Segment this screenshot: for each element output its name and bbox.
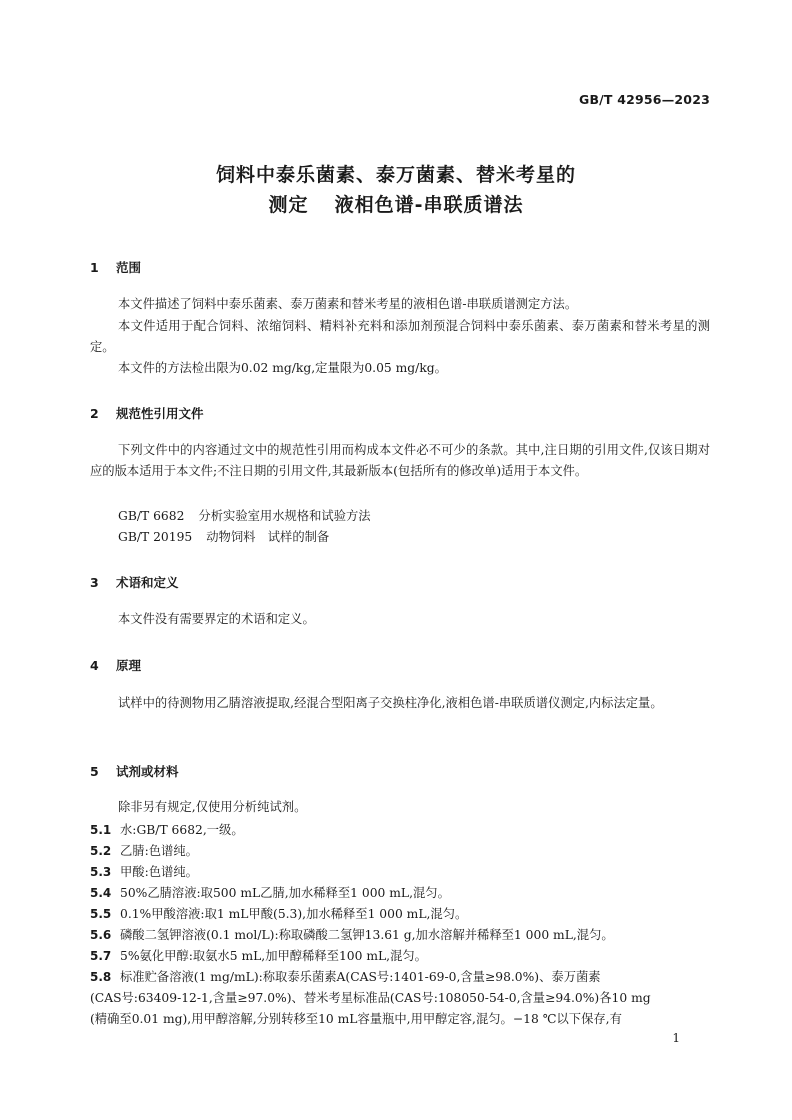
section-1-para-3: 本文件的方法检出限为0.02 mg/kg,定量限为0.05 mg/kg。 <box>118 361 447 375</box>
reference-item: GB/T 6682 分析实验室用水规格和试验方法 <box>118 509 371 523</box>
standard-code: GB/T 42956—2023 <box>578 92 710 107</box>
section-1-para-1: 本文件描述了饲料中泰乐菌素、泰万菌素和替米考星的液相色谱-串联质谱测定方法。 <box>118 297 578 311</box>
section-1-para-2: 本文件适用于配合饲料、浓缩饲料、精料补充料和添加剂预混合饲料中泰乐菌素、泰万菌素和替米考星的测定。 <box>90 319 710 354</box>
section-4-para-1: 试样中的待测物用乙腈溶液提取,经混合型阳离子交换柱净化,液相色谱-串联质谱仪测定,内标法定量。 <box>118 696 663 710</box>
list-item: 5.7 5%氨化甲醇:取氨水5 mL,加甲醇稀释至100 mL,混匀。 <box>90 949 427 963</box>
page-number: 1 <box>672 1031 680 1045</box>
section-4-heading: 4 原理 <box>90 658 142 673</box>
list-item: 5.5 0.1%甲酸溶液:取1 mL甲酸(5.3),加水稀释至1 000 mL,混匀。 <box>90 907 468 921</box>
list-item-continuation: (精确至0.01 mg),用甲醇溶解,分别转移至10 mL容量瓶中,用甲醇定容,混匀。−18 ℃以下保存,有 <box>90 1012 622 1026</box>
list-item: 5.2 乙腈:色谱纯。 <box>90 844 198 858</box>
list-item-continuation: (CAS号:63409-12-1,含量≥97.0%)、替米考星标准品(CAS号:108050-54-0,含量≥94.0%)各10 mg <box>90 991 651 1005</box>
list-item: 5.3 甲酸:色谱纯。 <box>90 865 198 879</box>
title-part-a: 测定 <box>268 194 309 216</box>
document-title-line2 <box>0 190 792 217</box>
title-part-b: 液相色谱-串联质谱法 <box>334 194 524 216</box>
list-item: 5.8 标准贮备溶液(1 mg/mL):称取泰乐菌素A(CAS号:1401-69-0,含量≥98.0%)、泰万菌素 <box>90 970 601 984</box>
section-2-heading: 2 规范性引用文件 <box>90 406 204 421</box>
section-3-heading: 3 术语和定义 <box>90 575 179 590</box>
reference-item: GB/T 20195 动物饲料 试样的制备 <box>118 530 330 544</box>
document-title-line1: 饲料中泰乐菌素、泰万菌素、替米考星的 <box>215 164 576 186</box>
section-2-para-1: 下列文件中的内容通过文中的规范性引用而构成本文件必不可少的条款。其中,注日期的引用文件,仅该日期对应的版本适用于本文件;不注日期的引用文件,其最新版本(包括所有的修改单)适用于本文件。 <box>90 443 710 478</box>
section-1-heading: 1 范围 <box>90 260 142 275</box>
list-item: 5.1 水:GB/T 6682,一级。 <box>90 823 244 837</box>
section-3-para-1: 本文件没有需要界定的术语和定义。 <box>118 612 315 626</box>
section-5-intro: 除非另有规定,仅使用分析纯试剂。 <box>118 800 307 814</box>
list-item: 5.6 磷酸二氢钾溶液(0.1 mol/L):称取磷酸二氢钾13.61 g,加水溶解并稀释至1 000 mL,混匀。 <box>90 928 614 942</box>
list-item: 5.4 50%乙腈溶液:取500 mL乙腈,加水稀释至1 000 mL,混匀。 <box>90 886 450 900</box>
section-5-heading: 5 试剂或材料 <box>90 764 179 779</box>
